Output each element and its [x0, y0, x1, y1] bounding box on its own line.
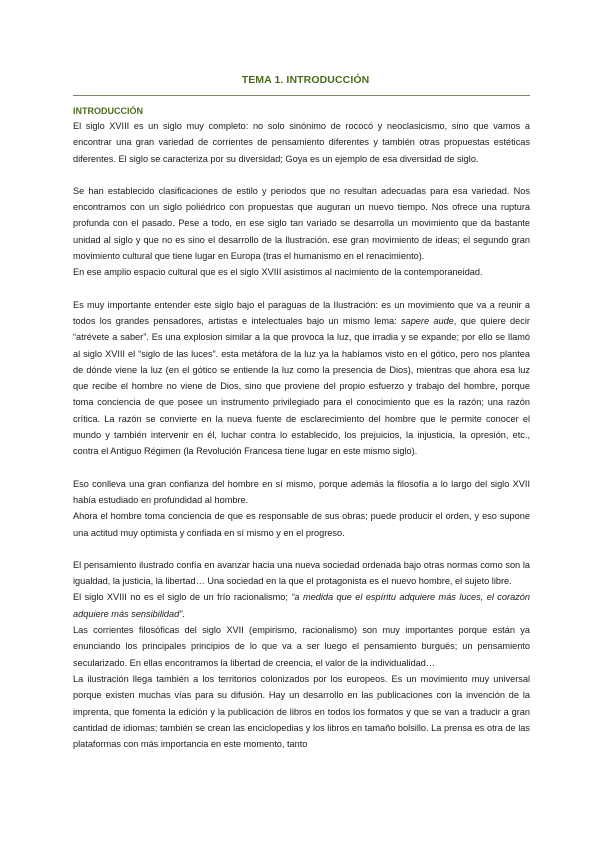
- paragraph-1: El siglo XVIII es un siglo muy completo: no solo sinónimo de rococó y neoclasicismo, sino que vamos a encontrar una gran variedad de corrientes de pensamiento diferentes y también otras propuestas estéticas diferentes. El siglo se caracteriza por su diversidad; Goya es un ejemplo de esa diversidad de siglo.: [73, 121, 530, 164]
- paragraph-gap: [73, 460, 530, 476]
- section-heading: INTRODUCCIÓN: [73, 106, 143, 116]
- title-divider: [73, 95, 530, 96]
- paragraph-10: La ilustración llega también a los territorios colonizados por los europeos. Es un movimiento muy universal porque existen muchas vías para su difusión. Hay un desarrollo en las publicaciones con la invención de la imprenta, que fomenta la edición y la publicación de libros en todos los formatos y que se van a traducir a gran cantidad de idiomas; también se crean las enciclopedias y los libros en tamaño bolsillo. La prensa es otra de las plataformas con más importancia en este momento, tanto: [73, 673, 530, 750]
- paragraph-5: Eso conlleva una gran confianza del hombre en sí mismo, porque además la filosofía a lo largo del siglo XVII había estudiado en profundidad al hombre.: [73, 478, 530, 505]
- paragraph-8-text-a: El siglo XVIII no es el siglo de un frío racionalismo;: [73, 592, 292, 603]
- paragraph-2: Se han establecido clasificaciones de estilo y periodos que no resultan adecuadas para esa variedad. Nos encontramos con un siglo poliédrico con propuestas que auguran un nuevo tiempo. Nos ofrece una ruptura profunda con el pasado. Pese a todo, en ese siglo tan variado se desarrolla un movimiento que da bastante unidad al siglo y que no es sino el desarrollo de la Ilustración. ese gran movimiento de ideas; el segundo gran movimiento cultural que tiene lugar en Europa (tras el humanismo en el renacimiento).: [73, 185, 530, 262]
- paragraph-9: Las corrientes filosóficas del siglo XVII (empirismo, racionalismo) son muy importantes porque están ya enunciando los principales principios de lo que va a ser luego el pensamiento burgués; un pensamiento secularizado. En ellas encontramos la libertad de creencia, el valor de la individualidad…: [73, 625, 530, 668]
- paragraph-gap: [73, 541, 530, 557]
- paragraph-3: En ese amplio espacio cultural que es el siglo XVIII asistimos al nacimiento de la contemporaneidad.: [73, 267, 483, 278]
- paragraph-7: El pensamiento ilustrado confía en avanzar hacia una nueva sociedad ordenada bajo otras normas como son la igualdad, la justicia, la libertad… Una sociedad en la que el protagonista es el nuevo hombre, el sujeto libre.: [73, 559, 530, 587]
- page-title: TEMA 1. INTRODUCCIÓN: [241, 74, 370, 86]
- paragraph-8: [73, 589, 530, 622]
- paragraph-gap: [73, 167, 530, 183]
- paragraph-4-text-b: , que quiere decir “atrévete a saber”. Es una explosion similar a la que provoca la luz, que irradia y se expande; por ello se llamó al siglo XVIII el “siglo de las luces”. esta metáfora de la luz ya la habíamos visto en el gótico, pero nos plantea de dónde viene la luz (en el gótico se entiende la luz como la presencia de Dios), mientras que ahora esa luz que recibe el hombre no viene de Dios, sino que proviene del propio esfuerzo y trabajo del hombre, porque toma conciencia de que posee un instrumento privilegiado para el conocimiento que es la razón; una razón crítica. La razón se convierte en la nueva fuente de esclarecimiento del hombre que le permite conocer el mundo y también intervenir en él, luchar contra lo establecido, los prejuicios, la injusticia, la opresión, etc., contra el Antiguo Régimen (la Revolución Francesa tiene lugar en este mismo siglo).: [73, 315, 530, 457]
- paragraph-gap: [73, 281, 530, 297]
- paragraph-4: [73, 297, 530, 460]
- paragraph-4-text-a: Es muy importante entender este siglo bajo el paraguas de la Ilustración: es un movimiento que va a reunir a todos los grandes pensadores, artistas e intelectuales bajo un mismo lema:: [73, 299, 530, 326]
- paragraph-8-quote: “a medida que el espíritu adquiere más luces, el corazón adquiere más sensibilidad”: [73, 592, 530, 619]
- paragraph-8-text-b: .: [182, 608, 185, 619]
- paragraph-4-emphasis: sapere aude: [400, 315, 454, 326]
- paragraph-6: Ahora el hombre toma conciencia de que es responsable de sus obras; puede producir el orden, y eso supone una actitud muy optimista y confiada en sí mismo y en el progreso.: [73, 511, 530, 538]
